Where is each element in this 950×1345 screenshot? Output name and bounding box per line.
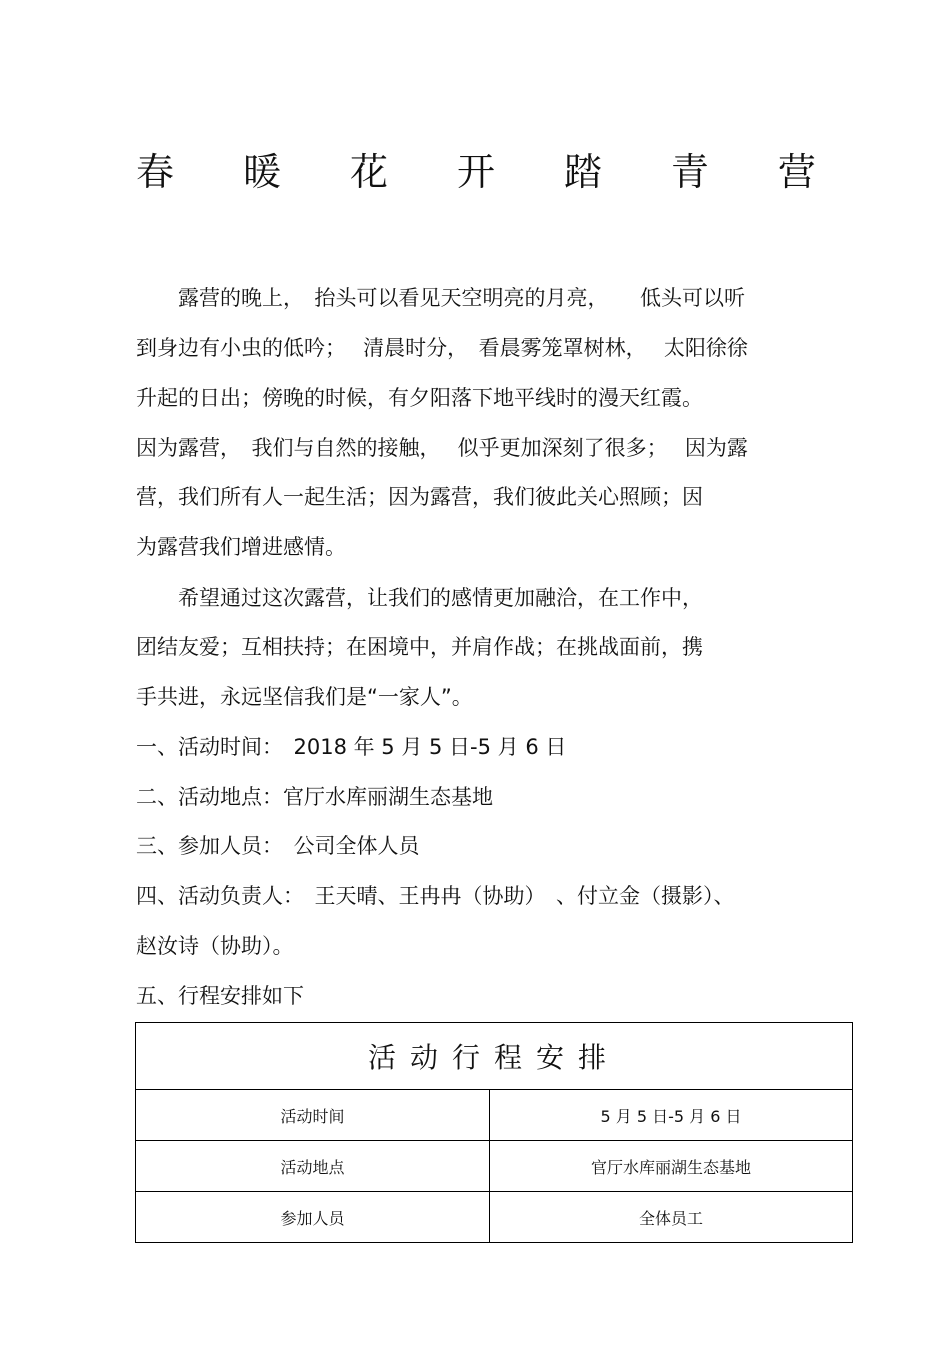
row-label: 活动地点 — [136, 1141, 490, 1192]
schedule-table — [135, 1022, 853, 1243]
title-char: 踏 — [563, 150, 602, 194]
row-label: 活动时间 — [136, 1090, 490, 1141]
row-label: 参加人员 — [136, 1192, 490, 1243]
table-row — [136, 1192, 853, 1243]
intro-paragraph-line: 因为露营， 我们与自然的接触， 似乎更加深刻了很多； 因为露 — [136, 436, 748, 460]
participants-item: 三、参加人员： 公司全体人员 — [136, 834, 420, 858]
activity-location-item: 二、活动地点：官厅水库丽湖生态基地 — [136, 785, 493, 809]
hope-paragraph-line: 希望通过这次露营，让我们的感情更加融洽，在工作中， — [136, 586, 703, 610]
title-char: 青 — [670, 150, 709, 194]
row-value: 5 月 5 日-5 月 6 日 — [490, 1090, 853, 1141]
intro-paragraph-line: 到身边有小虫的低吟； 清晨时分， 看晨雾笼罩树林， 太阳徐徐 — [136, 336, 748, 360]
title-char: 暖 — [242, 150, 281, 194]
intro-paragraph-line: 升起的日出；傍晚的时候，有夕阳落下地平线时的漫天红霞。 — [136, 386, 703, 410]
schedule-title: 活动行程安排 — [136, 1023, 853, 1090]
title-char: 花 — [349, 150, 388, 194]
title-char: 春 — [136, 150, 175, 194]
activity-time-item: 一、活动时间： 2018 年 5 月 5 日-5 月 6 日 — [136, 735, 567, 759]
row-value: 全体员工 — [490, 1192, 853, 1243]
organizers-item: 四、活动负责人： 王天晴、王冉冉（协助） 、付立金（摄影）、 — [136, 884, 735, 908]
schedule-title-row — [136, 1023, 853, 1090]
table-row — [136, 1090, 853, 1141]
title-char: 营 — [777, 150, 816, 194]
title-char: 开 — [456, 150, 495, 194]
intro-paragraph-line: 为露营我们增进感情。 — [136, 535, 346, 559]
hope-paragraph-line: 团结友爱；互相扶持；在困境中，并肩作战；在挑战面前，携 — [136, 635, 703, 659]
schedule-heading: 五、行程安排如下 — [136, 984, 304, 1008]
intro-paragraph-line: 营，我们所有人一起生活；因为露营，我们彼此关心照顾；因 — [136, 485, 703, 509]
hope-paragraph-line: 手共进，永远坚信我们是“一家人”。 — [136, 685, 473, 709]
intro-paragraph-line: 露营的晚上， 抬头可以看见天空明亮的月亮， 低头可以听 — [136, 286, 745, 310]
document-title — [136, 146, 816, 198]
row-value: 官厅水库丽湖生态基地 — [490, 1141, 853, 1192]
table-row — [136, 1141, 853, 1192]
organizers-item-continued: 赵汝诗（协助）。 — [136, 934, 294, 958]
